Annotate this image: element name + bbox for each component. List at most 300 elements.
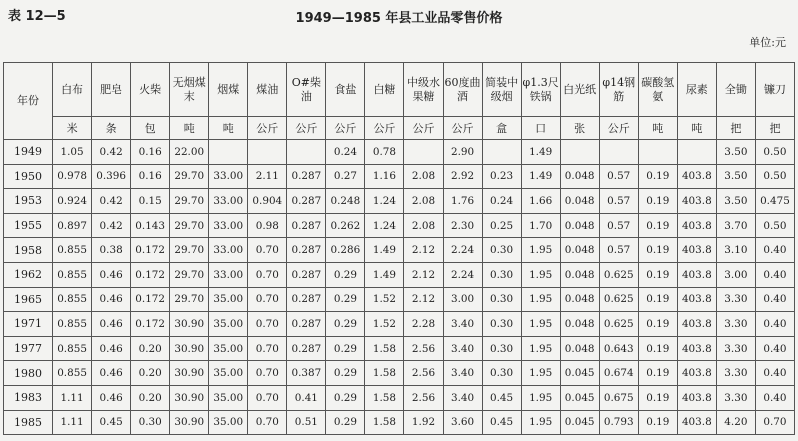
price-cell: 2.24 [443, 262, 482, 287]
price-cell: 30.90 [170, 361, 209, 386]
year-cell: 1965 [4, 287, 53, 312]
price-cell: 0.248 [326, 189, 365, 214]
price-cell: 0.978 [53, 164, 92, 189]
price-cell: 35.00 [209, 312, 248, 337]
year-cell: 1971 [4, 312, 53, 337]
price-cell: 0.29 [326, 336, 365, 361]
price-cell: 3.30 [716, 312, 755, 337]
price-cell: 0.24 [482, 189, 521, 214]
year-header: 年份 [4, 63, 53, 140]
price-cell: 2.56 [404, 336, 443, 361]
price-cell: 2.11 [248, 164, 287, 189]
price-cell: 0.45 [482, 385, 521, 410]
price-cell: 0.20 [131, 336, 170, 361]
header-row-units [4, 117, 795, 140]
column-name: 火柴 [139, 82, 162, 96]
price-cell: 0.143 [131, 213, 170, 238]
price-cell: 35.00 [209, 385, 248, 410]
price-cell: 35.00 [209, 361, 248, 386]
table-row [4, 410, 795, 435]
column-name: 烟煤 [217, 82, 240, 96]
column-unit: 公斤 [404, 117, 443, 140]
table-body [4, 140, 795, 435]
column-header [287, 63, 326, 117]
table-row [4, 164, 795, 189]
year-cell: 1949 [4, 140, 53, 165]
price-cell: 1.76 [443, 189, 482, 214]
price-cell: 0.40 [755, 287, 794, 312]
year-cell: 1950 [4, 164, 53, 189]
price-cell: 3.70 [716, 213, 755, 238]
price-cell: 1.11 [53, 410, 92, 435]
price-cell: 30.90 [170, 336, 209, 361]
price-cell: 0.045 [560, 361, 599, 386]
price-cell: 1.49 [521, 140, 560, 165]
price-cell: 1.49 [365, 262, 404, 287]
price-cell: 0.30 [482, 238, 521, 263]
price-cell: 22.00 [170, 140, 209, 165]
price-cell: 0.048 [560, 238, 599, 263]
price-cell: 29.70 [170, 262, 209, 287]
price-cell: 0.262 [326, 213, 365, 238]
price-cell: 0.924 [53, 189, 92, 214]
price-cell: 403.8 [677, 385, 716, 410]
price-cell: 1.58 [365, 361, 404, 386]
price-cell: 1.58 [365, 410, 404, 435]
price-cell: 29.70 [170, 164, 209, 189]
column-header [248, 63, 287, 117]
price-cell: 0.19 [638, 238, 677, 263]
price-cell: 29.70 [170, 213, 209, 238]
price-cell: 0.29 [326, 410, 365, 435]
price-cell: 2.12 [404, 287, 443, 312]
column-header [131, 63, 170, 117]
price-cell: 0.51 [287, 410, 326, 435]
column-header [521, 63, 560, 117]
price-cell: 0.287 [287, 238, 326, 263]
price-cell: 0.19 [638, 189, 677, 214]
column-name: 肥皂 [100, 82, 123, 96]
table-row [4, 140, 795, 165]
price-cell: 1.66 [521, 189, 560, 214]
column-unit: 公斤 [365, 117, 404, 140]
price-cell: 0.41 [287, 385, 326, 410]
price-cell: 1.95 [521, 287, 560, 312]
price-cell: 0.23 [482, 164, 521, 189]
price-cell: 3.10 [716, 238, 755, 263]
price-cell: 0.98 [248, 213, 287, 238]
price-cell: 3.30 [716, 336, 755, 361]
column-unit: 口 [521, 117, 560, 140]
price-cell: 403.8 [677, 312, 716, 337]
price-cell: 0.048 [560, 164, 599, 189]
price-cell: 33.00 [209, 213, 248, 238]
column-name: φ14钢筋 [602, 75, 636, 103]
price-cell: 4.20 [716, 410, 755, 435]
price-cell: 2.08 [404, 189, 443, 214]
column-name: 白光纸 [563, 82, 597, 96]
column-header [599, 63, 638, 117]
price-cell: 1.95 [521, 238, 560, 263]
price-cell: 403.8 [677, 238, 716, 263]
year-cell: 1962 [4, 262, 53, 287]
price-cell: 0.46 [92, 336, 131, 361]
price-cell [560, 140, 599, 165]
table-row [4, 336, 795, 361]
price-cell: 30.90 [170, 312, 209, 337]
price-cell: 0.387 [287, 361, 326, 386]
price-cell: 0.70 [248, 361, 287, 386]
year-cell: 1977 [4, 336, 53, 361]
price-cell: 0.674 [599, 361, 638, 386]
table-row [4, 262, 795, 287]
price-cell: 1.58 [365, 385, 404, 410]
column-header [716, 63, 755, 117]
price-cell: 0.40 [755, 262, 794, 287]
price-cell: 2.24 [443, 238, 482, 263]
price-cell: 0.30 [131, 410, 170, 435]
column-name: O#柴油 [291, 75, 321, 103]
table-row [4, 238, 795, 263]
table-row [4, 312, 795, 337]
price-cell: 0.904 [248, 189, 287, 214]
table-title: 1949—1985 年县工业品零售价格 [295, 11, 503, 26]
header-row-names [4, 63, 795, 117]
price-cell: 1.24 [365, 189, 404, 214]
column-header [560, 63, 599, 117]
price-cell: 0.625 [599, 262, 638, 287]
price-cell: 0.855 [53, 287, 92, 312]
price-cell: 0.40 [755, 238, 794, 263]
price-cell: 0.19 [638, 336, 677, 361]
column-name: 镰刀 [763, 82, 786, 96]
price-cell: 1.70 [521, 213, 560, 238]
price-cell: 0.25 [482, 213, 521, 238]
price-cell: 0.46 [92, 287, 131, 312]
column-unit: 吨 [677, 117, 716, 140]
price-cell: 403.8 [677, 336, 716, 361]
price-cell: 0.29 [326, 361, 365, 386]
table-row [4, 189, 795, 214]
price-cell: 0.40 [755, 385, 794, 410]
price-cell: 3.40 [443, 336, 482, 361]
price-cell: 0.40 [755, 336, 794, 361]
price-cell: 33.00 [209, 262, 248, 287]
price-cell: 1.95 [521, 361, 560, 386]
price-cell: 0.048 [560, 287, 599, 312]
price-cell: 1.16 [365, 164, 404, 189]
price-cell: 0.57 [599, 189, 638, 214]
price-cell: 0.50 [755, 140, 794, 165]
price-cell: 3.50 [716, 164, 755, 189]
price-cell: 0.70 [755, 410, 794, 435]
column-name: 全锄 [724, 82, 747, 96]
price-cell: 1.95 [521, 385, 560, 410]
column-header [638, 63, 677, 117]
year-cell: 1985 [4, 410, 53, 435]
price-cell: 33.00 [209, 164, 248, 189]
price-cell: 2.56 [404, 361, 443, 386]
price-cell: 0.048 [560, 262, 599, 287]
price-cell: 403.8 [677, 361, 716, 386]
price-cell: 0.40 [755, 361, 794, 386]
price-cell: 0.29 [326, 312, 365, 337]
price-cell: 0.50 [755, 164, 794, 189]
price-cell: 0.20 [131, 385, 170, 410]
price-cell: 0.40 [755, 312, 794, 337]
column-name: 尿素 [685, 82, 708, 96]
price-cell: 3.30 [716, 287, 755, 312]
price-cell: 30.90 [170, 410, 209, 435]
column-header [677, 63, 716, 117]
column-name: 食盐 [334, 82, 357, 96]
price-cell: 0.675 [599, 385, 638, 410]
price-cell: 1.92 [404, 410, 443, 435]
price-cell: 0.42 [92, 189, 131, 214]
price-cell [287, 140, 326, 165]
price-cell: 3.40 [443, 312, 482, 337]
price-cell: 3.30 [716, 361, 755, 386]
price-cell: 2.90 [443, 140, 482, 165]
price-cell [638, 140, 677, 165]
table-row [4, 287, 795, 312]
column-unit: 张 [560, 117, 599, 140]
price-cell [482, 140, 521, 165]
price-cell: 0.30 [482, 312, 521, 337]
price-cell: 0.643 [599, 336, 638, 361]
price-cell: 1.49 [521, 164, 560, 189]
year-cell: 1980 [4, 361, 53, 386]
price-cell: 0.27 [326, 164, 365, 189]
price-cell: 0.42 [92, 213, 131, 238]
price-cell: 0.19 [638, 262, 677, 287]
column-header [170, 63, 209, 117]
price-cell: 2.56 [404, 385, 443, 410]
price-cell [599, 140, 638, 165]
price-table [3, 62, 795, 435]
price-cell: 0.897 [53, 213, 92, 238]
price-cell: 3.40 [443, 361, 482, 386]
column-unit: 把 [755, 117, 794, 140]
table-number: 表 12—5 [8, 9, 66, 24]
price-cell: 2.30 [443, 213, 482, 238]
price-cell: 0.70 [248, 410, 287, 435]
price-cell: 0.396 [92, 164, 131, 189]
price-cell: 403.8 [677, 164, 716, 189]
price-cell: 403.8 [677, 262, 716, 287]
price-cell: 0.29 [326, 262, 365, 287]
column-name: 碳酸氢氨 [641, 75, 675, 103]
price-cell: 3.40 [443, 385, 482, 410]
unit-label: 单位:元 [749, 36, 786, 49]
price-cell: 0.172 [131, 238, 170, 263]
column-unit: 公斤 [599, 117, 638, 140]
price-cell: 0.19 [638, 287, 677, 312]
price-cell: 2.12 [404, 238, 443, 263]
year-cell: 1953 [4, 189, 53, 214]
price-cell: 0.46 [92, 262, 131, 287]
price-cell: 0.287 [287, 262, 326, 287]
column-name: 中级水果糖 [406, 75, 440, 103]
price-cell: 0.42 [92, 140, 131, 165]
price-cell: 3.00 [716, 262, 755, 287]
column-unit: 盒 [482, 117, 521, 140]
price-cell: 0.048 [560, 189, 599, 214]
price-cell: 35.00 [209, 287, 248, 312]
column-unit: 公斤 [443, 117, 482, 140]
price-cell: 0.286 [326, 238, 365, 263]
column-name: 煤油 [256, 82, 279, 96]
price-cell: 0.57 [599, 164, 638, 189]
price-cell: 1.52 [365, 312, 404, 337]
column-header [326, 63, 365, 117]
price-cell: 0.287 [287, 312, 326, 337]
price-cell: 0.287 [287, 336, 326, 361]
price-cell: 1.11 [53, 385, 92, 410]
price-cell: 0.855 [53, 336, 92, 361]
price-cell: 1.95 [521, 336, 560, 361]
price-cell: 2.08 [404, 213, 443, 238]
price-cell: 3.30 [716, 385, 755, 410]
column-unit: 吨 [638, 117, 677, 140]
price-cell [248, 140, 287, 165]
price-cell: 1.95 [521, 262, 560, 287]
price-cell: 0.46 [92, 385, 131, 410]
price-cell: 0.46 [92, 361, 131, 386]
column-header [404, 63, 443, 117]
price-cell: 0.45 [482, 410, 521, 435]
column-unit: 条 [92, 117, 131, 140]
price-cell [677, 140, 716, 165]
price-cell: 0.30 [482, 262, 521, 287]
price-cell: 1.58 [365, 336, 404, 361]
column-unit: 公斤 [248, 117, 287, 140]
price-cell: 0.30 [482, 287, 521, 312]
table-row [4, 361, 795, 386]
year-cell: 1955 [4, 213, 53, 238]
price-cell: 2.08 [404, 164, 443, 189]
price-cell: 0.475 [755, 189, 794, 214]
column-unit: 吨 [209, 117, 248, 140]
price-cell: 0.70 [248, 262, 287, 287]
column-name: 白糖 [373, 82, 396, 96]
price-cell: 0.70 [248, 385, 287, 410]
price-cell: 33.00 [209, 238, 248, 263]
year-cell: 1958 [4, 238, 53, 263]
column-unit: 吨 [170, 117, 209, 140]
price-cell: 0.15 [131, 189, 170, 214]
price-cell: 403.8 [677, 213, 716, 238]
price-cell: 0.855 [53, 238, 92, 263]
price-cell: 1.52 [365, 287, 404, 312]
price-cell: 0.19 [638, 410, 677, 435]
price-cell: 0.19 [638, 385, 677, 410]
price-cell: 29.70 [170, 238, 209, 263]
price-cell: 0.855 [53, 262, 92, 287]
price-cell: 0.70 [248, 287, 287, 312]
price-cell: 3.60 [443, 410, 482, 435]
column-header [92, 63, 131, 117]
price-cell: 0.172 [131, 287, 170, 312]
price-cell: 0.048 [560, 213, 599, 238]
column-name: 无烟煤末 [172, 75, 206, 103]
price-cell: 0.855 [53, 312, 92, 337]
price-cell: 0.30 [482, 336, 521, 361]
price-cell: 1.24 [365, 213, 404, 238]
column-name: 白布 [61, 82, 84, 96]
price-cell: 0.19 [638, 361, 677, 386]
price-cell: 0.793 [599, 410, 638, 435]
column-name: φ1.3尺铁锅 [522, 75, 559, 103]
price-cell: 0.172 [131, 312, 170, 337]
price-cell: 0.287 [287, 189, 326, 214]
price-cell: 0.78 [365, 140, 404, 165]
price-cell: 0.19 [638, 213, 677, 238]
price-cell: 0.287 [287, 164, 326, 189]
price-cell [209, 140, 248, 165]
price-cell: 0.625 [599, 312, 638, 337]
price-cell: 0.57 [599, 238, 638, 263]
price-cell: 0.30 [482, 361, 521, 386]
price-cell: 403.8 [677, 189, 716, 214]
column-unit: 把 [716, 117, 755, 140]
price-cell: 33.00 [209, 189, 248, 214]
price-cell: 1.05 [53, 140, 92, 165]
price-cell: 2.92 [443, 164, 482, 189]
price-cell: 0.048 [560, 312, 599, 337]
column-header [53, 63, 92, 117]
price-cell: 0.20 [131, 361, 170, 386]
price-cell: 0.70 [248, 312, 287, 337]
price-cell: 0.45 [92, 410, 131, 435]
price-cell [404, 140, 443, 165]
price-cell: 0.50 [755, 213, 794, 238]
price-cell: 1.49 [365, 238, 404, 263]
price-cell: 0.172 [131, 262, 170, 287]
price-cell: 2.12 [404, 262, 443, 287]
price-cell: 0.287 [287, 287, 326, 312]
table-row [4, 213, 795, 238]
column-header [443, 63, 482, 117]
price-cell: 0.19 [638, 164, 677, 189]
table-row [4, 385, 795, 410]
price-cell: 1.95 [521, 312, 560, 337]
price-cell: 403.8 [677, 410, 716, 435]
column-unit: 公斤 [287, 117, 326, 140]
price-cell: 29.70 [170, 287, 209, 312]
price-cell: 0.045 [560, 385, 599, 410]
column-header [209, 63, 248, 117]
column-name: 60度曲酒 [444, 75, 481, 103]
price-cell: 0.29 [326, 287, 365, 312]
price-cell: 3.00 [443, 287, 482, 312]
price-cell: 0.70 [248, 238, 287, 263]
price-cell: 403.8 [677, 287, 716, 312]
price-cell: 35.00 [209, 410, 248, 435]
price-cell: 0.46 [92, 312, 131, 337]
column-header [365, 63, 404, 117]
column-unit: 米 [53, 117, 92, 140]
price-cell: 3.50 [716, 189, 755, 214]
year-cell: 1983 [4, 385, 53, 410]
price-cell: 2.28 [404, 312, 443, 337]
column-unit: 公斤 [326, 117, 365, 140]
column-header [755, 63, 794, 117]
price-cell: 29.70 [170, 189, 209, 214]
price-cell: 0.855 [53, 361, 92, 386]
price-cell: 0.048 [560, 336, 599, 361]
price-cell: 0.38 [92, 238, 131, 263]
